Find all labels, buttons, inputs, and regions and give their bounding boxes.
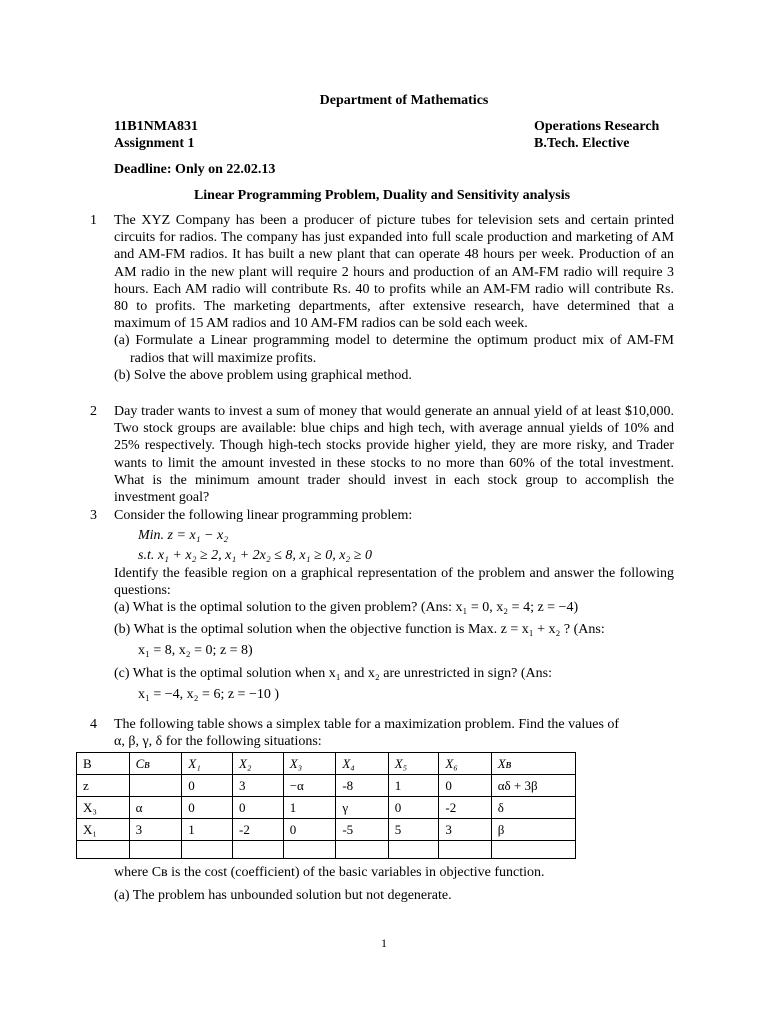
simplex-header-cell: X₅ xyxy=(388,753,439,775)
simplex-cell xyxy=(388,841,439,859)
simplex-cell: 0 xyxy=(283,819,336,841)
simplex-cell: X₃ xyxy=(77,797,130,819)
deadline: Deadline: Only on 22.02.13 xyxy=(114,162,276,177)
simplex-header-row xyxy=(77,753,576,775)
question-text: The XYZ Company has been a producer of picture tubes for television sets and certain printed circuits for radios. The company has just expanded into full scale production and marketing of AM and AM-FM radios. It has built a new plant that can operate 48 hours per week. Production of an AM radio in the new plant will require 2 hours and production of an AM-FM radio will require 3 hours. Each AM radio will contribute Rs. 40 to profits while an AM-FM radio will contribute Rs. 80 to profits. The marketing departments, after extensive research, have determined that a maximum of 15 AM radios and 10 AM-FM radios can be sold each week. xyxy=(114,213,674,332)
course-name: Operations Research xyxy=(534,119,660,134)
simplex-header-cell: X₄ xyxy=(336,753,388,775)
simplex-cell: 1 xyxy=(388,775,439,797)
course-code: 11B1NMA831 xyxy=(114,119,198,134)
simplex-cell xyxy=(439,841,491,859)
simplex-cell: X₁ xyxy=(77,819,130,841)
assignment-label: Assignment 1 xyxy=(114,136,195,151)
simplex-cell: 1 xyxy=(283,797,336,819)
question-part-b-answer: x₁ = 8, x₂ = 0; z = 8) xyxy=(138,643,253,659)
simplex-cell: α xyxy=(129,797,182,819)
simplex-cell: 0 xyxy=(182,775,233,797)
simplex-cell: αδ + 3β xyxy=(491,775,575,797)
simplex-cell: -2 xyxy=(232,819,283,841)
question-number: 3 xyxy=(90,508,97,523)
simplex-cell: -5 xyxy=(336,819,388,841)
question-part-a: (a) The problem has unbounded solution but not degenerate. xyxy=(114,888,452,903)
question-greek-vars: α, β, γ, δ for the following situations: xyxy=(114,734,322,750)
question-number: 2 xyxy=(90,404,97,419)
question-part-a: (a) Formulate a Linear programming model to determine the optimum product mix of AM-FM radios that will maximize profits. xyxy=(114,333,674,366)
simplex-cell: 0 xyxy=(388,797,439,819)
simplex-header-cell: B xyxy=(77,753,130,775)
question-text: Day trader wants to invest a sum of money that would generate an annual yield of at least $10,000. Two stock groups are available: blue chips and high tech, with average annual yields of 10% and 25% respectively. Though high-tech stocks provide higher yield, they are more risky, and Trader wants to limit the amount invested in these stocks to no more than 60% of the total investment. What is the minimum amount trader should invest in each stock group to accomplish the investment goal? xyxy=(114,404,674,506)
simplex-cell: 3 xyxy=(129,819,182,841)
question-2 xyxy=(90,403,674,506)
assignment-topic: Linear Programming Problem, Duality and Sensitivity analysis xyxy=(193,188,571,203)
simplex-cell xyxy=(77,841,130,859)
lp-objective: Min. z = x₁ − x₂ xyxy=(138,528,229,544)
simplex-cell: γ xyxy=(336,797,388,819)
question-part-b: (b) Solve the above problem using graphical method. xyxy=(114,367,412,383)
question-1 xyxy=(90,212,674,384)
simplex-cell: -2 xyxy=(439,797,491,819)
simplex-row xyxy=(77,841,576,859)
simplex-cell xyxy=(491,841,575,859)
simplex-cell: 3 xyxy=(439,819,491,841)
simplex-cell: δ xyxy=(491,797,575,819)
question-intro: Consider the following linear programming problem: xyxy=(114,508,413,523)
question-part-c-answer: x₁ = −4, x₂ = 6; z = −10 ) xyxy=(138,686,280,702)
simplex-row xyxy=(77,819,576,841)
simplex-cell xyxy=(336,841,388,859)
question-part-b: (b) What is the optimal solution when the objective function is Max. z = x₁ + x₂ ? (Ans: xyxy=(114,622,605,638)
department-title: Department of Mathematics xyxy=(319,93,489,108)
question-4 xyxy=(90,716,674,750)
simplex-cell: 3 xyxy=(232,775,283,797)
header-row-1 xyxy=(114,118,670,135)
simplex-header-cell: Xʙ xyxy=(491,753,575,775)
simplex-row xyxy=(77,775,576,797)
table-note: where Cʙ is the cost (coefficient) of the basic variables in objective function. xyxy=(114,865,545,880)
question-3 xyxy=(90,507,674,703)
simplex-header-cell: Cʙ xyxy=(129,753,182,775)
simplex-cell: 0 xyxy=(182,797,233,819)
page-number: 1 xyxy=(381,936,387,950)
header-row-2 xyxy=(114,135,670,152)
simplex-header-cell: X₃ xyxy=(283,753,336,775)
question-text: Identify the feasible region on a graphical representation of the problem and answer the following questions: xyxy=(114,565,674,598)
simplex-header-cell: X₂ xyxy=(232,753,283,775)
question-number: 1 xyxy=(90,213,97,228)
simplex-header-cell: X₆ xyxy=(439,753,491,775)
question-text: The following table shows a simplex table for a maximization problem. Find the values of xyxy=(114,717,620,732)
simplex-cell xyxy=(129,841,182,859)
lp-constraints: s.t. x₁ + x₂ ≥ 2, x₁ + 2x₂ ≤ 8, x₁ ≥ 0, x₂ ≥ 0 xyxy=(138,548,372,564)
simplex-header-cell: X₁ xyxy=(182,753,233,775)
simplex-cell: 5 xyxy=(388,819,439,841)
simplex-row xyxy=(77,797,576,819)
simplex-table xyxy=(76,752,576,859)
simplex-cell xyxy=(182,841,233,859)
question-number: 4 xyxy=(90,717,97,732)
simplex-cell xyxy=(129,775,182,797)
question-part-c: (c) What is the optimal solution when x₁ and x₂ are unrestricted in sign? (Ans: xyxy=(114,665,552,681)
simplex-cell xyxy=(283,841,336,859)
simplex-cell: 0 xyxy=(232,797,283,819)
simplex-cell: 0 xyxy=(439,775,491,797)
simplex-cell xyxy=(232,841,283,859)
simplex-cell: -8 xyxy=(336,775,388,797)
simplex-cell: β xyxy=(491,819,575,841)
simplex-cell: z xyxy=(77,775,130,797)
question-part-a: (a) What is the optimal solution to the given problem? (Ans: x₁ = 0, x₂ = 4; z = −4) xyxy=(114,600,579,616)
simplex-cell: 1 xyxy=(182,819,233,841)
program-label: B.Tech. Elective xyxy=(534,136,630,151)
simplex-cell: −α xyxy=(283,775,336,797)
